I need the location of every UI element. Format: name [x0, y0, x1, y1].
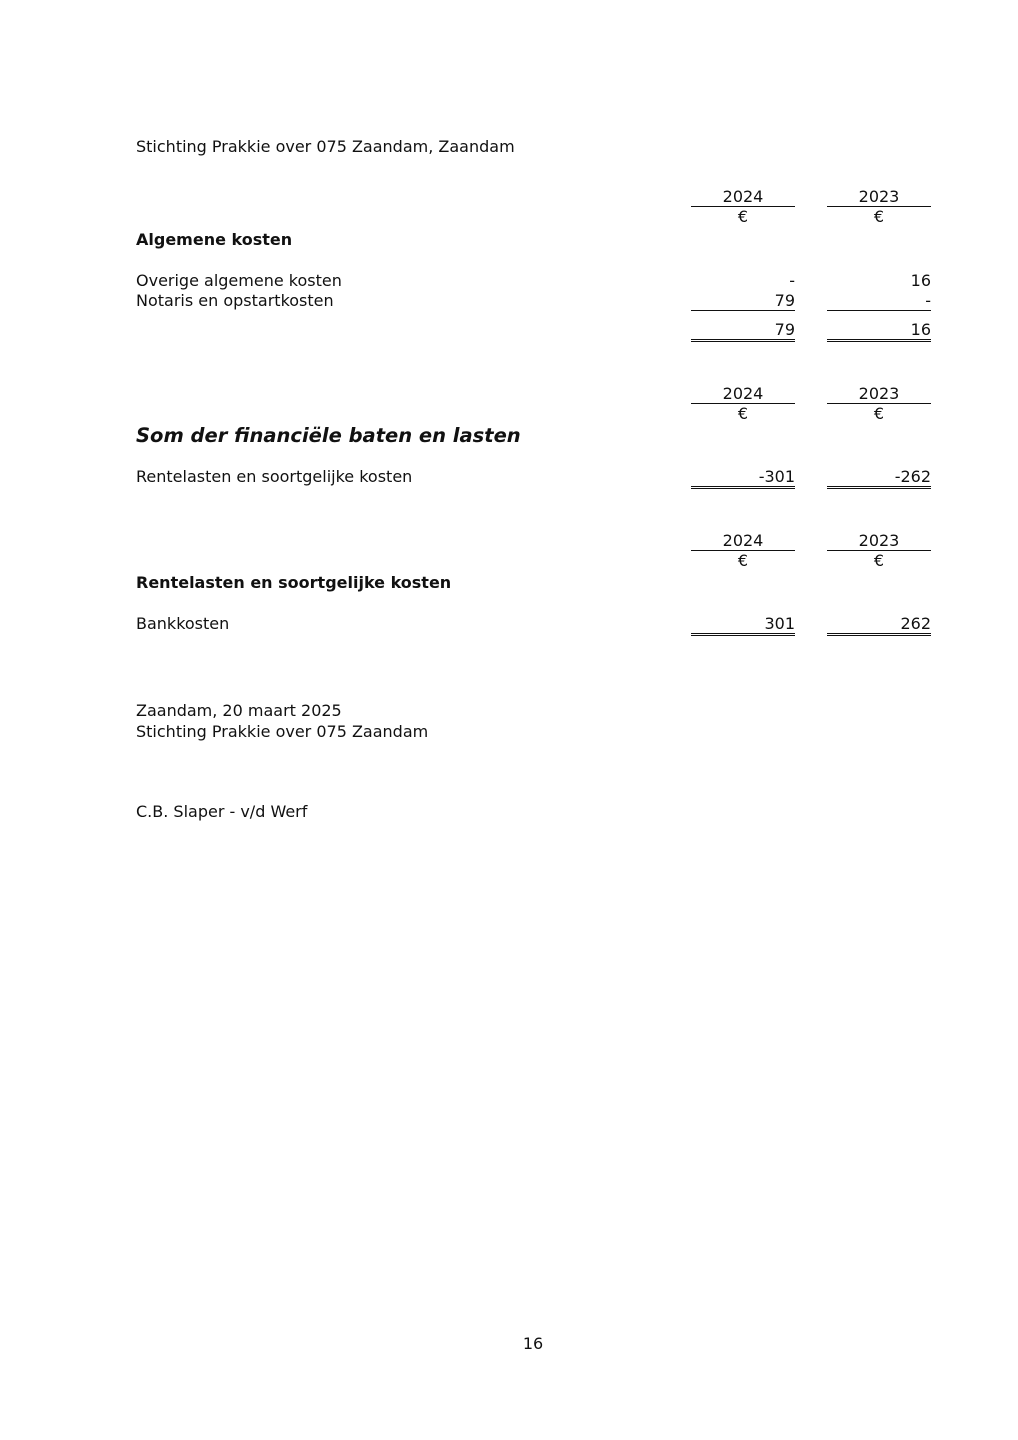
year-header-2024: 2024	[691, 531, 795, 551]
currency-label: €	[737, 404, 749, 423]
row-value-2023: 262	[827, 614, 931, 636]
row-value-2024: 301	[691, 614, 795, 636]
section-title-rentelasten: Rentelasten en soortgelijke kosten	[136, 573, 452, 592]
page-number: 16	[522, 1334, 544, 1353]
row-value-2023: 16	[910, 271, 931, 290]
signature-organisation: Stichting Prakkie over 075 Zaandam	[136, 722, 429, 741]
total-value-2024: 79	[691, 320, 795, 342]
currency-label: €	[873, 551, 885, 570]
total-value-2023: 16	[827, 320, 931, 342]
row-label: Notaris en opstartkosten	[136, 291, 334, 310]
currency-label: €	[873, 207, 885, 226]
row-label: Bankkosten	[136, 614, 230, 633]
year-header-2023: 2023	[827, 531, 931, 551]
currency-label: €	[873, 404, 885, 423]
currency-label: €	[737, 551, 749, 570]
row-value-2023: -	[827, 291, 931, 311]
row-label: Rentelasten en soortgelijke kosten	[136, 467, 413, 486]
row-value-2024: 79	[691, 291, 795, 311]
row-value-2023: -262	[827, 467, 931, 489]
document-header: Stichting Prakkie over 075 Zaandam, Zaandam	[136, 137, 515, 156]
signature-signatory: C.B. Slaper - v/d Werf	[136, 802, 308, 821]
year-header-2023: 2023	[827, 384, 931, 404]
signature-place-date: Zaandam, 20 maart 2025	[136, 701, 342, 720]
section-title-financiele-baten: Som der financiële baten en lasten	[136, 424, 521, 447]
currency-label: €	[737, 207, 749, 226]
section-title-algemene-kosten: Algemene kosten	[136, 230, 293, 249]
year-header-2023: 2023	[827, 187, 931, 207]
row-value-2024: -301	[691, 467, 795, 489]
year-header-2024: 2024	[691, 384, 795, 404]
year-header-2024: 2024	[691, 187, 795, 207]
row-value-2024: -	[789, 271, 795, 290]
row-label: Overige algemene kosten	[136, 271, 342, 290]
